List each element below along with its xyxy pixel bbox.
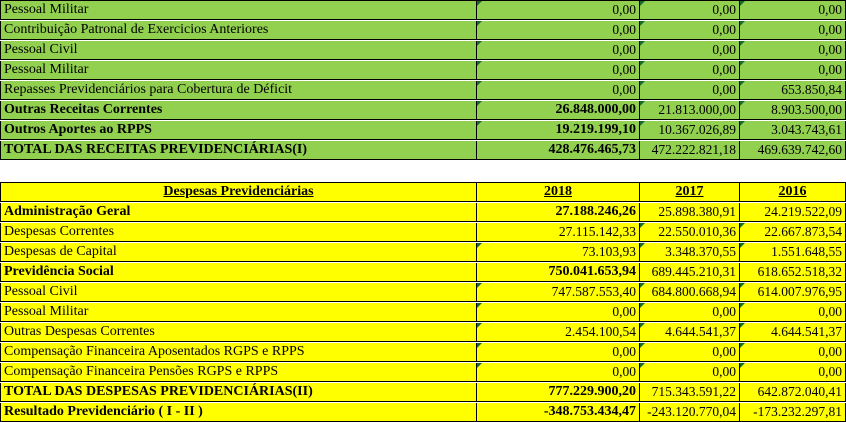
section-gap <box>0 161 846 182</box>
table-row <box>0 141 846 160</box>
despesas-header-title: Despesas Previdenciárias <box>163 184 314 199</box>
cell-corner-flag-icon <box>740 121 745 126</box>
value-cell-2018[interactable]: 27.115.142,33 <box>477 223 640 242</box>
table-row <box>0 61 846 80</box>
cell-corner-flag-icon <box>740 101 745 106</box>
row-label-cell[interactable]: Pessoal Civil <box>0 283 477 302</box>
value-cell-2017[interactable]: 0,00 <box>640 61 740 80</box>
value-cell-2017[interactable]: 3.348.370,55 <box>640 243 740 262</box>
value-cell-2016[interactable]: -173.232.297,81 <box>740 403 846 422</box>
value-cell-2018[interactable]: 26.848.000,00 <box>477 101 640 120</box>
year-2017-header-cell[interactable] <box>640 183 740 202</box>
value-cell-2018[interactable]: 0,00 <box>477 1 640 20</box>
row-label-cell[interactable]: Outros Aportes ao RPPS <box>0 121 477 140</box>
value-cell-2017[interactable]: 689.445.210,31 <box>640 263 740 282</box>
value-cell-2017[interactable]: 715.343.591,22 <box>640 383 740 402</box>
row-label-cell[interactable]: Pessoal Militar <box>0 303 477 322</box>
row-label-cell[interactable]: Administração Geral <box>0 203 477 222</box>
year-2016-header: 2016 <box>778 184 807 199</box>
cell-corner-flag-icon <box>740 21 745 26</box>
value-cell-2016[interactable]: 0,00 <box>740 61 846 80</box>
cell-corner-flag-icon <box>477 1 482 6</box>
cell-corner-flag-icon <box>640 21 645 26</box>
cell-corner-flag-icon <box>477 243 482 248</box>
value-cell-2016[interactable]: 0,00 <box>740 41 846 60</box>
value-cell-2018[interactable]: 747.587.553,40 <box>477 283 640 302</box>
value-cell-2018[interactable]: 2.454.100,54 <box>477 323 640 342</box>
cell-corner-flag-icon <box>740 283 745 288</box>
value-cell-2016[interactable]: 653.850,84 <box>740 81 846 100</box>
value-cell-2017[interactable]: 0,00 <box>640 81 740 100</box>
cell-corner-flag-icon <box>477 343 482 348</box>
cell-corner-flag-icon <box>640 363 645 368</box>
cell-corner-flag-icon <box>477 81 482 86</box>
value-cell-2018[interactable]: 19.219.199,10 <box>477 121 640 140</box>
value-cell-2018[interactable]: -348.753.434,47 <box>477 403 640 422</box>
cell-corner-flag-icon <box>740 61 745 66</box>
row-label-cell[interactable]: Compensação Financeira Aposentados RGPS e RPPS <box>0 343 477 362</box>
table-row <box>0 283 846 302</box>
value-cell-2018[interactable]: 27.188.246,26 <box>477 203 640 222</box>
value-cell-2017[interactable]: 25.898.380,91 <box>640 203 740 222</box>
cell-corner-flag-icon <box>477 323 482 328</box>
row-label-cell[interactable]: TOTAL DAS DESPESAS PREVIDENCIÁRIAS(II) <box>0 383 477 402</box>
value-cell-2016[interactable]: 0,00 <box>740 363 846 382</box>
value-cell-2017[interactable]: 0,00 <box>640 41 740 60</box>
value-cell-2018[interactable]: 428.476.465,73 <box>477 141 640 160</box>
table-row <box>0 363 846 382</box>
value-cell-2016[interactable]: 1.551.648,55 <box>740 243 846 262</box>
value-cell-2016[interactable]: 0,00 <box>740 303 846 322</box>
table-row <box>0 243 846 262</box>
row-label-cell[interactable]: Contribuição Patronal de Exercicios Anteriores <box>0 21 477 40</box>
row-label-cell[interactable]: Resultado Previdenciário ( I - II ) <box>0 403 477 422</box>
despesas-header-title-cell[interactable] <box>0 183 477 202</box>
row-label-cell[interactable]: Pessoal Civil <box>0 41 477 60</box>
value-cell-2016[interactable]: 642.872.040,41 <box>740 383 846 402</box>
value-cell-2016[interactable]: 24.219.522,09 <box>740 203 846 222</box>
cell-corner-flag-icon <box>640 343 645 348</box>
value-cell-2017[interactable]: 0,00 <box>640 303 740 322</box>
table-row <box>0 383 846 402</box>
row-label-cell[interactable]: Pessoal Militar <box>0 61 477 80</box>
value-cell-2016[interactable]: 4.644.541,37 <box>740 323 846 342</box>
table-row <box>0 403 846 422</box>
value-cell-2018[interactable]: 750.041.653,94 <box>477 263 640 282</box>
cell-corner-flag-icon <box>477 121 482 126</box>
value-cell-2018[interactable]: 0,00 <box>477 81 640 100</box>
cell-corner-flag-icon <box>477 61 482 66</box>
table-row <box>0 203 846 222</box>
value-cell-2017[interactable]: 0,00 <box>640 21 740 40</box>
value-cell-2017[interactable]: 4.644.541,37 <box>640 323 740 342</box>
value-cell-2018[interactable]: 0,00 <box>477 343 640 362</box>
value-cell-2017[interactable]: 0,00 <box>640 363 740 382</box>
table-row <box>0 303 846 322</box>
cell-corner-flag-icon <box>740 303 745 308</box>
cell-corner-flag-icon <box>740 323 745 328</box>
cell-corner-flag-icon <box>477 283 482 288</box>
despesas-header-row <box>0 183 846 202</box>
value-cell-2017[interactable]: 10.367.026,89 <box>640 121 740 140</box>
cell-corner-flag-icon <box>740 363 745 368</box>
cell-corner-flag-icon <box>640 41 645 46</box>
cell-corner-flag-icon <box>477 21 482 26</box>
cell-corner-flag-icon <box>640 121 645 126</box>
cell-corner-flag-icon <box>477 363 482 368</box>
value-cell-2018[interactable]: 0,00 <box>477 61 640 80</box>
cell-corner-flag-icon <box>640 243 645 248</box>
value-cell-2016[interactable]: 22.667.873,54 <box>740 223 846 242</box>
value-cell-2016[interactable]: 614.007.976,95 <box>740 283 846 302</box>
year-2018-header-cell[interactable] <box>477 183 640 202</box>
cell-corner-flag-icon <box>640 1 645 6</box>
cell-corner-flag-icon <box>740 343 745 348</box>
cell-corner-flag-icon <box>740 41 745 46</box>
cell-corner-flag-icon <box>640 81 645 86</box>
value-cell-2017[interactable]: 0,00 <box>640 1 740 20</box>
cell-corner-flag-icon <box>740 223 745 228</box>
value-cell-2017[interactable]: 472.222.821,18 <box>640 141 740 160</box>
value-cell-2018[interactable]: 0,00 <box>477 363 640 382</box>
table-row <box>0 121 846 140</box>
value-cell-2016[interactable]: 8.903.500,00 <box>740 101 846 120</box>
cell-corner-flag-icon <box>477 101 482 106</box>
table-row <box>0 323 846 342</box>
table-row <box>0 1 846 20</box>
row-label-cell[interactable]: Pessoal Militar <box>0 1 477 20</box>
cell-corner-flag-icon <box>640 303 645 308</box>
value-cell-2017[interactable]: 22.550.010,36 <box>640 223 740 242</box>
table-row <box>0 41 846 60</box>
value-cell-2016[interactable]: 0,00 <box>740 1 846 20</box>
cell-corner-flag-icon <box>740 81 745 86</box>
row-label-cell[interactable]: Compensação Financeira Pensões RGPS e RPPS <box>0 363 477 382</box>
cell-corner-flag-icon <box>740 243 745 248</box>
row-label-cell[interactable]: Outras Despesas Correntes <box>0 323 477 342</box>
value-cell-2017[interactable]: -243.120.770,04 <box>640 403 740 422</box>
cell-corner-flag-icon <box>640 323 645 328</box>
table-row <box>0 263 846 282</box>
value-cell-2018[interactable]: 0,00 <box>477 303 640 322</box>
value-cell-2016[interactable]: 618.652.518,32 <box>740 263 846 282</box>
value-cell-2018[interactable]: 0,00 <box>477 41 640 60</box>
value-cell-2016[interactable]: 469.639.742,60 <box>740 141 846 160</box>
table-row <box>0 81 846 100</box>
cell-corner-flag-icon <box>740 1 745 6</box>
value-cell-2017[interactable]: 0,00 <box>640 343 740 362</box>
value-cell-2018[interactable]: 0,00 <box>477 21 640 40</box>
row-label-cell[interactable]: Despesas Correntes <box>0 223 477 242</box>
value-cell-2016[interactable]: 0,00 <box>740 21 846 40</box>
value-cell-2016[interactable]: 3.043.743,61 <box>740 121 846 140</box>
year-2017-header: 2017 <box>675 184 704 199</box>
table-row <box>0 21 846 40</box>
value-cell-2016[interactable]: 0,00 <box>740 343 846 362</box>
value-cell-2018[interactable]: 777.229.900,20 <box>477 383 640 402</box>
row-label-cell[interactable]: Repasses Previdenciários para Cobertura de Déficit <box>0 81 477 100</box>
row-label-cell[interactable]: Previdência Social <box>0 263 477 282</box>
year-2018-header: 2018 <box>544 184 572 199</box>
value-cell-2017[interactable]: 21.813.000,00 <box>640 101 740 120</box>
row-label-cell[interactable]: Despesas de Capital <box>0 243 477 262</box>
cell-corner-flag-icon <box>640 223 645 228</box>
receitas-section-table <box>0 0 846 160</box>
year-2016-header-cell[interactable] <box>740 183 846 202</box>
cell-corner-flag-icon <box>477 41 482 46</box>
value-cell-2018[interactable]: 73.103,93 <box>477 243 640 262</box>
cell-corner-flag-icon <box>640 61 645 66</box>
cell-corner-flag-icon <box>477 303 482 308</box>
cell-corner-flag-icon <box>640 283 645 288</box>
row-label-cell[interactable]: TOTAL DAS RECEITAS PREVIDENCIÁRIAS(I) <box>0 141 477 160</box>
table-row <box>0 223 846 242</box>
cell-corner-flag-icon <box>640 101 645 106</box>
row-label-cell[interactable]: Outras Receitas Correntes <box>0 101 477 120</box>
despesas-section-table <box>0 182 846 422</box>
table-row <box>0 343 846 362</box>
value-cell-2017[interactable]: 684.800.668,94 <box>640 283 740 302</box>
table-row <box>0 101 846 120</box>
